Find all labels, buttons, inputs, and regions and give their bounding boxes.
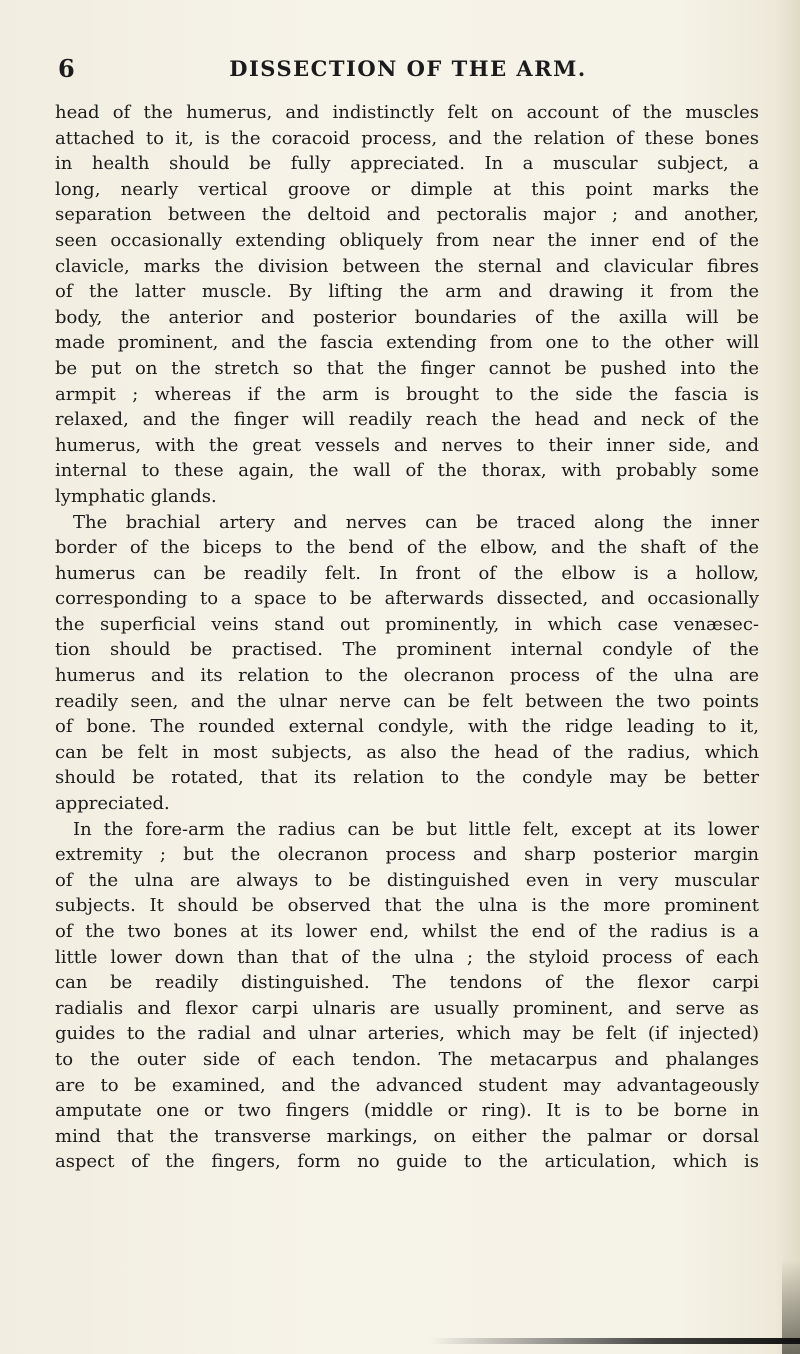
running-title: DISSECTION OF THE ARM. [229,56,587,81]
text-line: attached to it, is the coracoid process, and the relation of these bones [55,127,759,149]
text-line: should be rotated, that its relation to the condyle may be better [55,767,759,789]
text-line: are to be examined, and the advanced student may advantageously [55,1074,759,1096]
text-line: tion should be practised. The prominent internal condyle of the [55,639,759,661]
page-number: 6 [58,54,76,83]
text-line: of the latter muscle. By lifting the arm and drawing it from the [55,281,759,303]
text-line: can be felt in most subjects, as also the head of the radius, which [55,741,759,763]
text-line: head of the humerus, and indistinctly felt on account of the muscles [55,102,759,123]
text-line: aspect of the fingers, form no guide to the articulation, which is [55,1151,759,1173]
text-line: appreciated. [55,793,170,815]
text-line: made prominent, and the fascia extending from one to the other will [55,332,759,354]
text-line: body, the anterior and posterior boundaries of the axilla will be [55,306,759,328]
text-line: humerus, with the great vessels and nerves to their inner side, and [55,434,759,456]
text-line: mind that the transverse markings, on either the palmar or dorsal [55,1125,759,1147]
page-edge-shadow [774,0,800,1354]
body-text [55,100,759,1175]
text-line: be put on the stretch so that the finger cannot be pushed into the [55,357,759,379]
text-line: long, nearly vertical groove or dimple at this point marks the [55,178,759,200]
text-line: internal to these again, the wall of the thorax, with probably some [55,460,759,482]
text-line: humerus can be readily felt. In front of the elbow is a hollow, [55,562,759,584]
paragraph-start-line: In the fore-arm the radius can be but little felt, except at its lower [73,818,759,840]
text-line: amputate one or two fingers (middle or ring). It is to be borne in [55,1100,759,1122]
text-line: guides to the radial and ulnar arteries, which may be felt (if injected) [55,1023,759,1045]
text-line: radialis and flexor carpi ulnaris are usually prominent, and serve as [55,997,759,1019]
text-line: in health should be fully appreciated. In a muscular subject, a [55,153,759,175]
text-line: relaxed, and the finger will readily reach the head and neck of the [55,409,759,431]
text-line: the superficial veins stand out prominently, in which case venæsec- [55,613,759,635]
text-line: corresponding to a space to be afterwards dissected, and occasionally [55,588,759,610]
text-line: seen occasionally extending obliquely from near the inner end of the [55,229,759,251]
text-line: lymphatic glands. [55,485,217,507]
text-line: subjects. It should be observed that the ulna is the more prominent [55,895,759,917]
text-line: clavicle, marks the division between the sternal and clavicular fibres [55,255,759,277]
page-header [58,54,758,88]
paragraph-start-line: The brachial artery and nerves can be traced along the inner [73,511,759,533]
text-line: extremity ; but the olecranon process and sharp posterior margin [55,844,759,866]
text-line: to the outer side of each tendon. The metacarpus and phalanges [55,1048,759,1070]
text-line: of the two bones at its lower end, whilst the end of the radius is a [55,921,759,942]
text-line: of bone. The rounded external condyle, with the ridge leading to it, [55,716,759,738]
text-line: of the ulna are always to be distinguished even in very muscular [55,869,759,891]
text-line: readily seen, and the ulnar nerve can be felt between the two points [55,690,759,712]
text-line: little lower down than that of the ulna ; the styloid process of each [55,946,759,968]
text-line: armpit ; whereas if the arm is brought to the side the fascia is [55,383,759,405]
text-line: border of the biceps to the bend of the elbow, and the shaft of the [55,537,759,559]
text-line: can be readily distinguished. The tendons of the flexor carpi [55,972,759,994]
text-line: humerus and its relation to the olecranon process of the ulna are [55,665,759,687]
page-bottom-edge [430,1338,800,1344]
text-line: separation between the deltoid and pectoralis major ; and another, [55,204,759,226]
